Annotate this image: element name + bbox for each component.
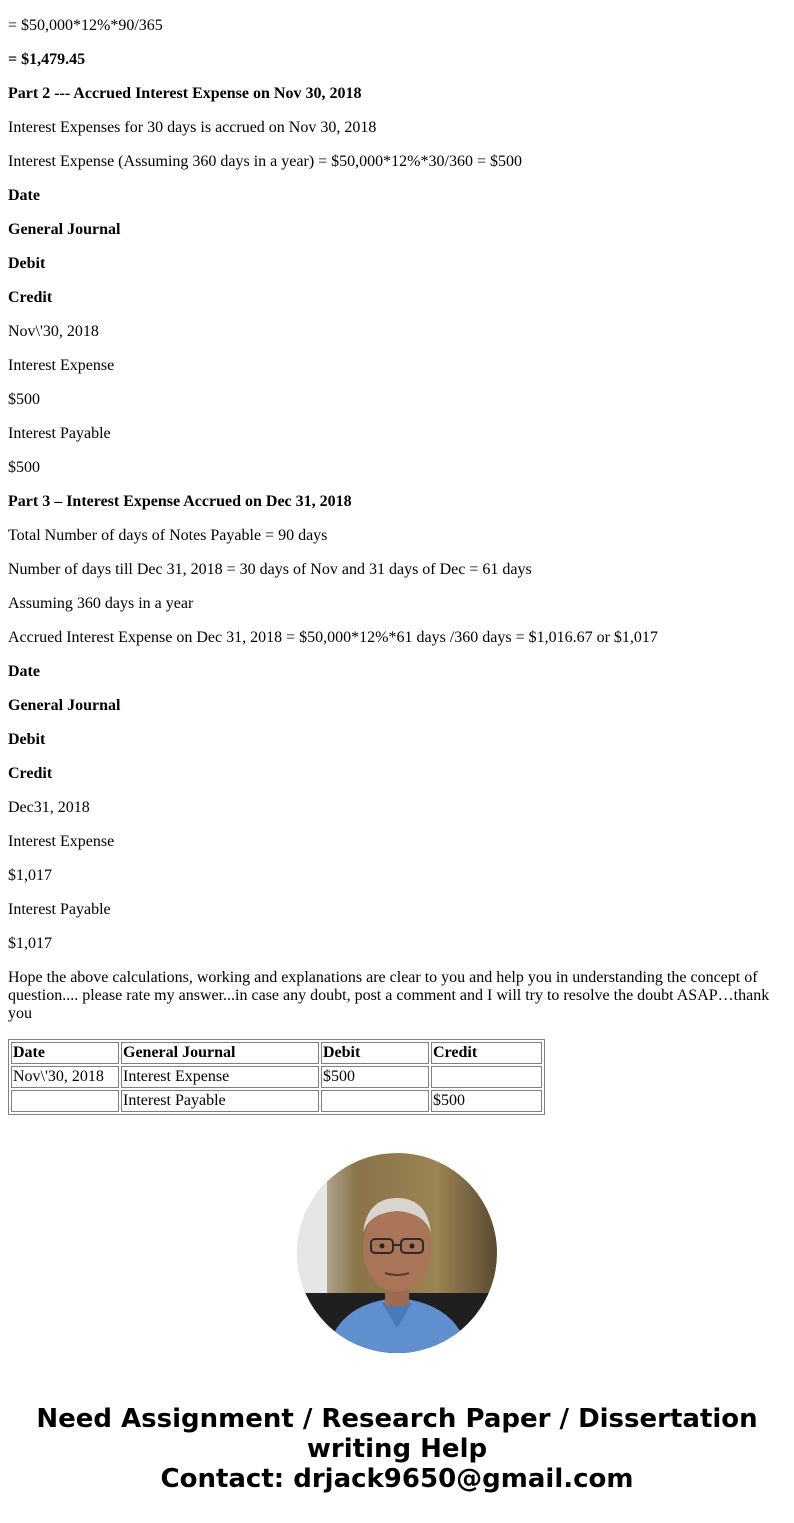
text-line: $500 <box>8 459 40 476</box>
text-line: Date <box>8 663 40 680</box>
table-row <box>11 1066 542 1088</box>
text-line: Credit <box>8 289 53 306</box>
table-header-row <box>11 1042 542 1064</box>
text-line: Dec31, 2018 <box>8 799 90 816</box>
text-line: Assuming 360 days in a year <box>8 595 194 612</box>
text-line: Credit <box>8 765 53 782</box>
text-line: Total Number of days of Notes Payable = 90 days <box>8 527 328 544</box>
header-general-journal: General Journal <box>121 1042 319 1064</box>
text-line: Interest Expense <box>8 357 115 374</box>
cell-debit <box>321 1090 429 1112</box>
text-line: General Journal <box>8 221 121 238</box>
text-line: Number of days till Dec 31, 2018 = 30 days of Nov and 31 days of Dec = 61 days <box>8 561 532 578</box>
header-credit: Credit <box>431 1042 542 1064</box>
cta-contact: Contact: drjack9650@gmail.com <box>160 1464 634 1494</box>
answer-body <box>8 0 778 1115</box>
cell-date: Nov\'30, 2018 <box>11 1066 119 1088</box>
cell-account: Interest Expense <box>121 1066 319 1088</box>
table-row <box>11 1090 542 1112</box>
text-line <box>8 0 778 1</box>
text-line: Part 3 – Interest Expense Accrued on Dec 31, 2018 <box>8 493 352 510</box>
text-line: = $1,479.45 <box>8 51 86 68</box>
text-line: Date <box>8 187 40 204</box>
text-line: = $50,000*12%*90/365 <box>8 17 163 34</box>
text-line: Interest Payable <box>8 425 111 442</box>
text-line: Hope the above calculations, working and explanations are clear to you and help you in understanding the concept of question.... please rate my answer...in case any doubt, post a comment and I will try to resolve the doubt ASAP…thank you <box>8 969 770 1022</box>
contact-banner <box>0 1404 794 1494</box>
answer-text <box>8 0 778 1023</box>
text-line: Interest Expense <box>8 833 115 850</box>
text-line: Debit <box>8 731 46 748</box>
text-line: $1,017 <box>8 935 52 952</box>
cell-credit <box>431 1066 542 1088</box>
text-line: Nov\'30, 2018 <box>8 323 99 340</box>
text-line: $1,017 <box>8 867 52 884</box>
header-debit: Debit <box>321 1042 429 1064</box>
journal-table <box>8 1039 545 1115</box>
text-line: General Journal <box>8 697 121 714</box>
text-line: Debit <box>8 255 46 272</box>
cell-date <box>11 1090 119 1112</box>
header-date: Date <box>11 1042 119 1064</box>
author-photo-icon <box>297 1153 497 1353</box>
text-line: $500 <box>8 391 40 408</box>
text-line: Interest Expense (Assuming 360 days in a year) = $50,000*12%*30/360 = $500 <box>8 153 522 170</box>
cell-account: Interest Payable <box>121 1090 319 1112</box>
text-line: Accrued Interest Expense on Dec 31, 2018 = $50,000*12%*61 days /360 days = $1,016.67 or $1,017 <box>8 629 658 646</box>
cell-debit: $500 <box>321 1066 429 1088</box>
cell-credit: $500 <box>431 1090 542 1112</box>
text-line: Interest Payable <box>8 901 111 918</box>
text-line: Interest Expenses for 30 days is accrued on Nov 30, 2018 <box>8 119 377 136</box>
cta-headline: Need Assignment / Research Paper / Dissertation writing Help <box>36 1404 758 1464</box>
author-avatar <box>297 1153 497 1353</box>
text-line: Part 2 --- Accrued Interest Expense on Nov 30, 2018 <box>8 85 362 102</box>
